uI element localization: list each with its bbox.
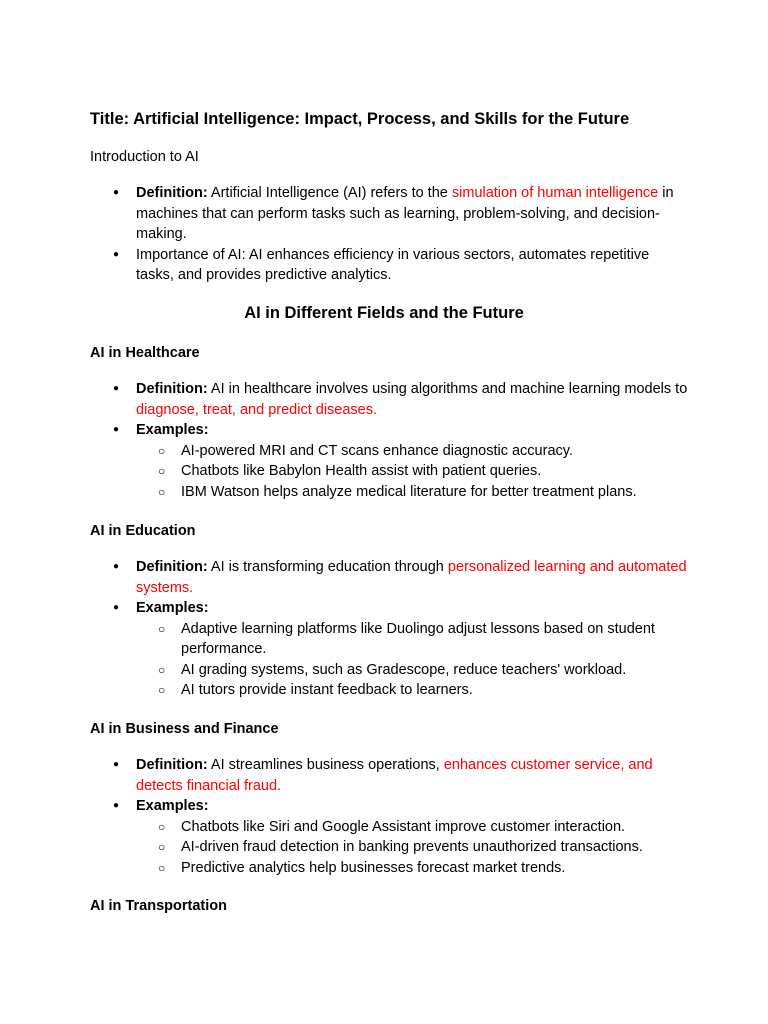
- business-definition-item: [90, 755, 690, 796]
- business-examples-list: [136, 817, 690, 879]
- definition-highlight: diagnose, treat, and predict diseases.: [136, 401, 378, 418]
- list-item: ○ Chatbots like Siri and Google Assistant improve customer interaction.: [136, 817, 690, 838]
- business-bullet-list: [90, 755, 690, 878]
- list-item: ○ Chatbots like Babylon Health assist with patient queries.: [136, 461, 690, 482]
- list-item: ○ Adaptive learning platforms like Duolingo adjust lessons based on student performance.: [136, 619, 690, 660]
- definition-text: Artificial Intelligence (AI) refers to the: [207, 185, 452, 201]
- definition-label: Definition:: [136, 381, 208, 397]
- list-item: ○ AI-driven fraud detection in banking prevents unauthorized transactions.: [136, 837, 690, 858]
- transportation-heading: AI in Transportation: [90, 898, 227, 914]
- definition-text: AI is transforming education through: [207, 559, 448, 575]
- section-title: AI in Different Fields and the Future: [244, 304, 524, 322]
- healthcare-examples-list: [136, 441, 690, 503]
- definition-label: Definition:: [136, 185, 208, 201]
- intro-importance-item: ● Importance of AI: AI enhances efficiency in various sectors, automates repetitive tasks, and provides predictive analytics.: [90, 245, 690, 286]
- healthcare-heading: AI in Healthcare: [90, 345, 200, 361]
- definition-text: AI streamlines business operations,: [207, 757, 444, 773]
- definition-highlight: enhances customer service, and detects financial fraud.: [136, 757, 653, 794]
- definition-label: Definition:: [136, 757, 208, 773]
- education-heading: AI in Education: [90, 523, 196, 539]
- list-item: ○ AI tutors provide instant feedback to learners.: [136, 680, 690, 701]
- definition-highlight: personalized learning and automated systems.: [136, 559, 687, 596]
- intro-bullet-list: [90, 183, 690, 286]
- list-item: ○ AI grading systems, such as Gradescope, reduce teachers' workload.: [136, 660, 690, 681]
- definition-highlight: simulation of human intelligence: [451, 185, 659, 201]
- list-item: ○ Predictive analytics help businesses forecast market trends.: [136, 858, 690, 879]
- definition-text-end: in machines that can perform tasks such as learning, problem-solving, and decision-making.: [136, 185, 674, 242]
- education-examples-item: [90, 598, 690, 701]
- healthcare-definition-item: [90, 379, 690, 420]
- list-item: ○ AI-powered MRI and CT scans enhance diagnostic accuracy.: [136, 441, 690, 462]
- intro-heading: Introduction to AI: [90, 149, 199, 165]
- examples-label: Examples:: [136, 798, 209, 814]
- education-bullet-list: [90, 557, 690, 701]
- definition-text: AI in healthcare involves using algorithms and machine learning models to: [207, 381, 688, 397]
- healthcare-bullet-list: [90, 379, 690, 502]
- healthcare-examples-item: [90, 420, 690, 502]
- education-definition-item: [90, 557, 690, 598]
- business-examples-item: [90, 796, 690, 878]
- examples-label: Examples:: [136, 600, 209, 616]
- education-examples-list: [136, 619, 690, 701]
- list-item: ○ IBM Watson helps analyze medical literature for better treatment plans.: [136, 482, 690, 503]
- document-title: Title: Artificial Intelligence: Impact, Process, and Skills for the Future: [90, 110, 630, 128]
- definition-label: Definition:: [136, 559, 208, 575]
- intro-definition-item: [90, 183, 690, 245]
- business-heading: AI in Business and Finance: [90, 721, 279, 737]
- examples-label: Examples:: [136, 422, 209, 438]
